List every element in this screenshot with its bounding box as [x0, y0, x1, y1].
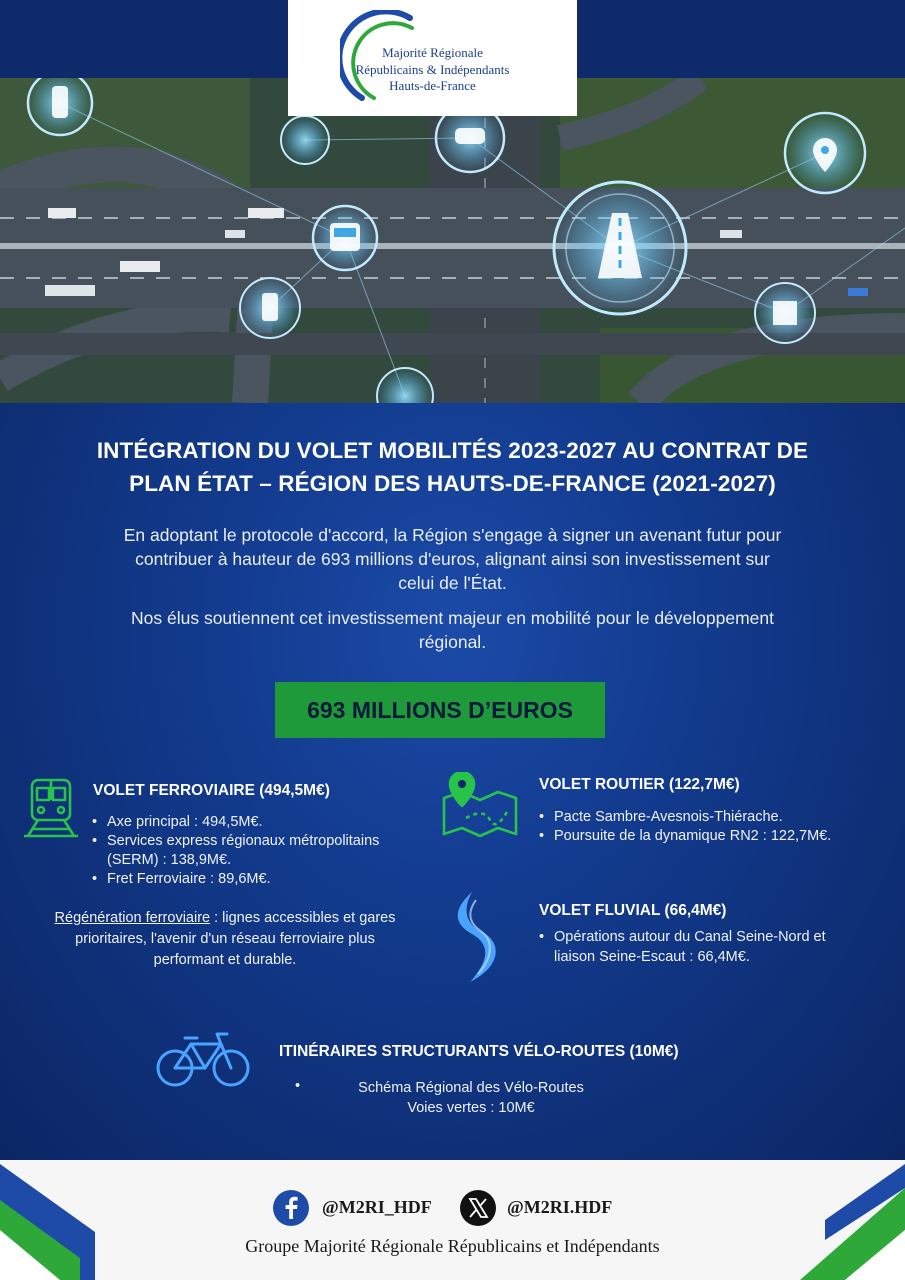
ferroviaire-title: VOLET FERROVIAIRE (494,5M€): [93, 782, 330, 799]
routier-title: VOLET ROUTIER (122,7M€): [539, 776, 740, 793]
x-handle[interactable]: @M2RI.HDF: [507, 1197, 613, 1217]
group-name: Groupe Majorité Régionale Républicains et Indépendants: [245, 1236, 660, 1256]
intro-paragraph-2: Nos élus soutiennent cet investissement majeur en mobilité pour le développement régional.: [131, 608, 774, 652]
velo-line-1: Schéma Régional des Vélo-Routes: [358, 1080, 584, 1096]
regeneration-label: Régénération ferroviaire: [54, 910, 211, 926]
hero-image: [0, 78, 905, 403]
logo: [288, 0, 577, 116]
river-icon: [450, 890, 506, 984]
velo-bullet: •: [295, 1078, 301, 1094]
map-pin-icon: [440, 772, 520, 838]
fluvial-list: [537, 927, 867, 967]
title-line-1: INTÉGRATION DU VOLET MOBILITÉS 2023-2027 AU CONTRAT DE: [96, 438, 809, 463]
x-icon[interactable]: [460, 1190, 496, 1226]
title-line-2: PLAN ÉTAT – RÉGION DES HAUTS-DE-FRANCE (2021-2027): [129, 471, 776, 496]
list-item: • Pacte Sambre-Avesnois-Thiérache.: [537, 808, 877, 827]
routier-list: [537, 808, 877, 846]
regeneration-text: [40, 908, 410, 971]
amount-badge: 693 MILLIONS D’EUROS: [275, 682, 605, 738]
intro-paragraph-1: En adoptant le protocole d'accord, la Région s'engage à signer un avenant futur pour contribuer à hauteur de 693 millions d'euros, alignant ainsi son investissement sur celui de l'État.: [123, 525, 782, 593]
footer: [0, 1160, 905, 1280]
logo-line-3: Hauts-de-France: [389, 78, 476, 93]
list-item: • Poursuite de la dynamique RN2 : 122,7M€.: [537, 827, 877, 846]
regeneration-description: : lignes accessibles et gares prioritaires, l'avenir d'un réseau ferroviaire plus performant et durable.: [75, 910, 396, 968]
page-title: [40, 434, 865, 500]
velo-title: ITINÉRAIRES STRUCTURANTS VÉLO-ROUTES (10M€): [279, 1043, 679, 1060]
velo-line-2: Voies vertes : 10M€: [407, 1100, 535, 1116]
highway-illustration: [0, 78, 905, 403]
logo-line-1: Majorité Régionale: [382, 45, 483, 60]
list-item: • Axe principal : 494,5M€.: [90, 813, 400, 832]
ferroviaire-list: [90, 813, 400, 889]
facebook-handle[interactable]: @M2RI_HDF: [322, 1197, 432, 1217]
velo-list: [318, 1078, 624, 1118]
list-item: • Opérations autour du Canal Seine-Nord et liaison Seine-Escaut : 66,4M€.: [537, 927, 867, 967]
bicycle-icon: [155, 1032, 251, 1088]
list-item: • Services express régionaux métropolitains (SERM) : 138,9M€.: [90, 832, 400, 870]
train-icon: [20, 776, 82, 840]
logo-line-2: Républicains & Indépendants: [355, 62, 510, 77]
footer-stripes: [0, 1160, 905, 1280]
facebook-icon[interactable]: [273, 1190, 309, 1226]
list-item: • Fret Ferroviaire : 89,6M€.: [90, 870, 400, 889]
fluvial-title: VOLET FLUVIAL (66,4M€): [539, 902, 727, 919]
